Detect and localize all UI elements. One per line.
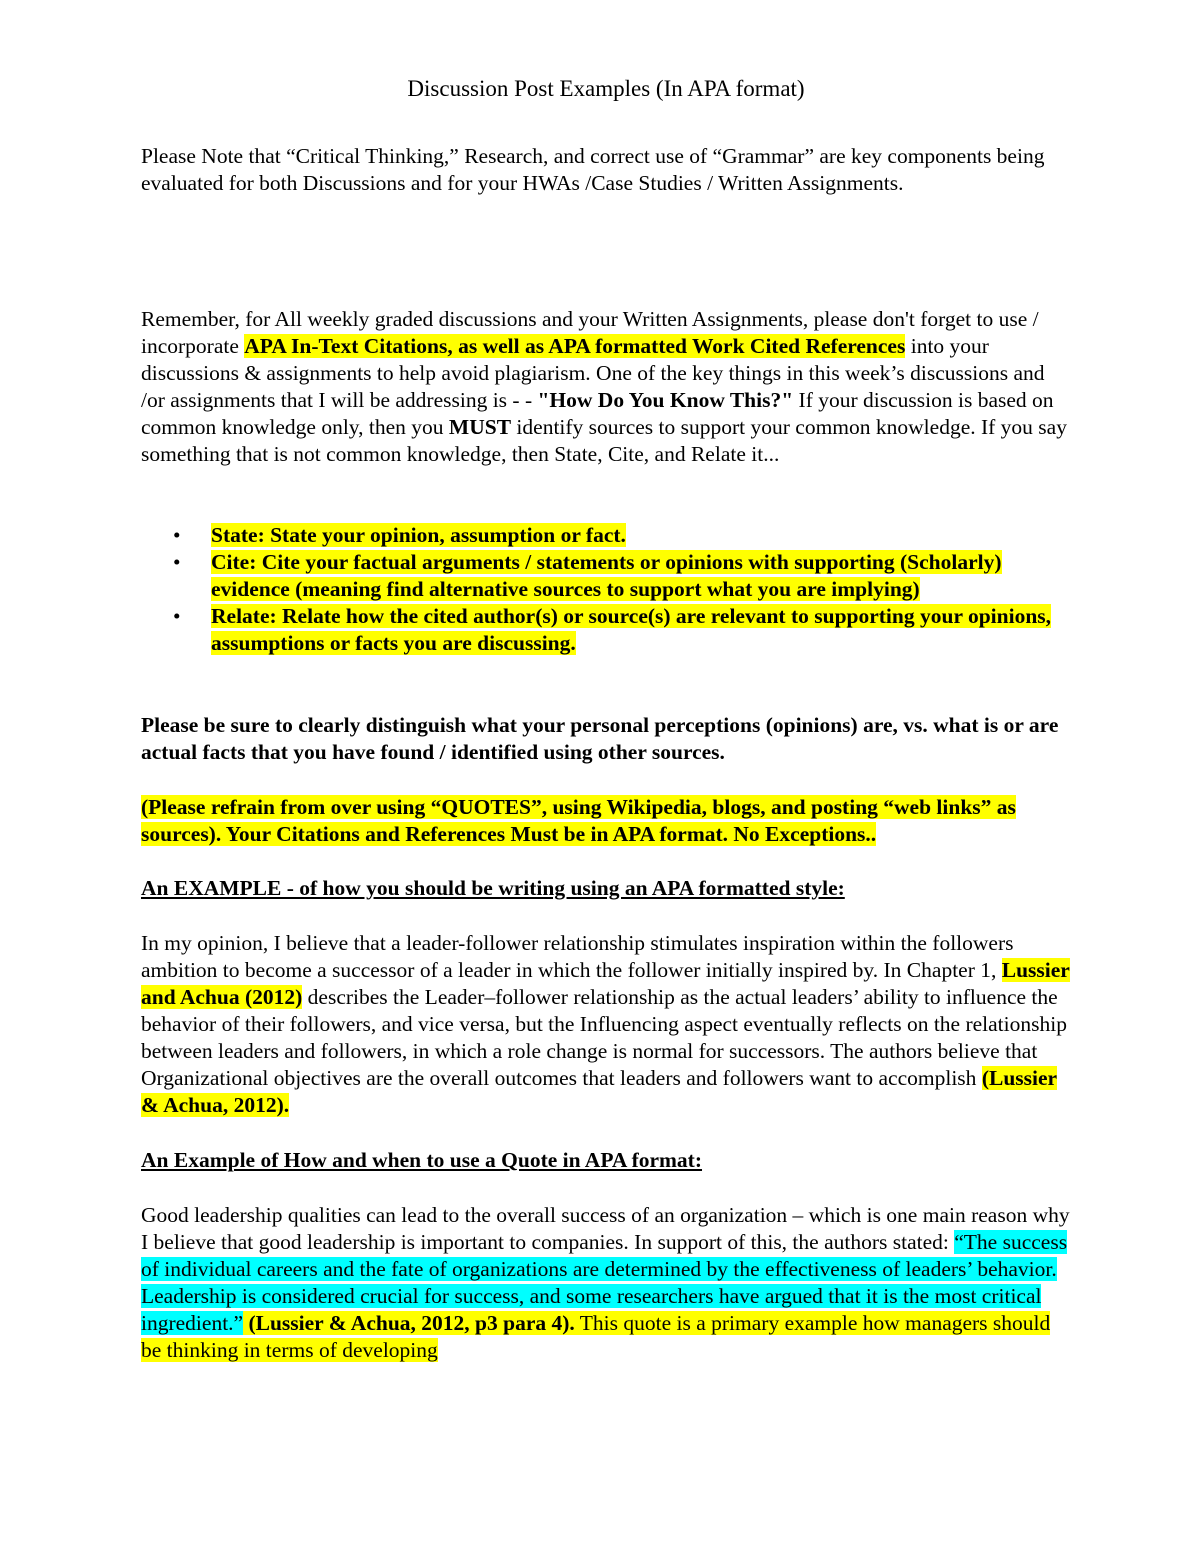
bullet-icon: • — [173, 550, 181, 574]
bullet-icon: • — [173, 604, 181, 628]
refrain-paragraph — [141, 794, 1071, 848]
list-item-cite — [141, 549, 1071, 603]
bullet-text: Cite: Cite your factual arguments / statements or opinions with supporting (Scholarly) evidence (meaning find alternative sources to support what you are implying) — [211, 550, 1002, 601]
list-item-state — [141, 522, 1071, 549]
distinguish-text: Please be sure to clearly distinguish what your personal perceptions (opinions) are, vs. what is or are actual facts that you have found / identified using other sources. — [141, 713, 1059, 764]
list-item-relate — [141, 603, 1071, 657]
quote-text-2: This quote is a primary example how managers should be thinking in terms of developing — [141, 1311, 1051, 1362]
distinguish-paragraph — [141, 712, 1071, 766]
quote-heading — [141, 1147, 1071, 1174]
remember-text-2: into your discussions & assignments to help avoid plagiarism. One of the key things in this week’s discussions and /or assignments that I will be addressing is - - — [141, 334, 1045, 412]
note-paragraph: Please Note that “Critical Thinking,” Research, and correct use of “Grammar” are key components being evaluated for both Discussions and for your HWAs /Case Studies / Written Assignments. — [141, 144, 1045, 195]
remember-text-4: identify sources to support your common knowledge. If you say something that is not common knowledge, then State, Cite, and Relate it... — [141, 415, 1067, 466]
how-do-you-know-text: "How Do You Know This?" — [537, 388, 794, 412]
example-text-1: In my opinion, I believe that a leader-follower relationship stimulates inspiration within the followers ambition to become a successor of a leader in which the follower initially inspired by. In Chapter 1, — [141, 931, 1014, 982]
quote-paragraph — [141, 1202, 1071, 1364]
bullet-icon: • — [173, 523, 181, 547]
example-heading — [141, 875, 1071, 902]
document-title: Discussion Post Examples (In APA format) — [407, 76, 805, 101]
example-heading-text: An EXAMPLE - of how you should be writing using an APA formatted style: — [141, 876, 845, 900]
bullet-text: State: State your opinion, assumption or fact. — [211, 523, 626, 547]
refrain-text: (Please refrain from over using “QUOTES”, using Wikipedia, blogs, and posting “web links” as sources). Your Citations and References Must be in APA format. No Exceptions.. — [141, 795, 1016, 846]
quote-heading-text: An Example of How and when to use a Quote in APA format: — [141, 1148, 703, 1172]
bullet-text: Relate: Relate how the cited author(s) or source(s) are relevant to supporting your opinions, assumptions or facts you are discussing. — [211, 604, 1052, 655]
apa-citations-highlight: APA In-Text Citations, as well as APA formatted Work Cited References — [244, 334, 906, 358]
example-paragraph — [141, 930, 1071, 1119]
state-cite-relate-list — [141, 522, 1071, 657]
citation-highlight: Lussier and Achua (2012) — [141, 958, 1070, 1009]
citation-highlight: (Lussier & Achua, 2012). — [141, 1066, 1058, 1117]
citation-highlight: (Lussier & Achua, 2012, p3 para 4). — [243, 1311, 575, 1335]
remember-text-1: Remember, for All weekly graded discussions and your Written Assignments, please don't forget to use / incorporate — [141, 307, 1039, 358]
quote-text-1: Good leadership qualities can lead to the overall success of an organization – which is one main reason why I believe that good leadership is important to companies. In support of this, the authors stated: — [141, 1203, 1070, 1254]
remember-text-3: If your discussion is based on common knowledge only, then you — [141, 388, 1054, 439]
remember-paragraph — [141, 306, 1071, 468]
example-text-2: describes the Leader–follower relationship as the actual leaders’ ability to influence the behavior of their followers, and vice versa, but the Influencing aspect eventually reflects on the relationship between leaders and followers, in which a role change is normal for successors. The authors believe that Organizational objectives are the overall outcomes that leaders and followers want to accomplish — [141, 985, 1067, 1090]
must-text: MUST — [448, 415, 512, 439]
quote-highlight: “The success of individual careers and the fate of organizations are determined by the effectiveness of leaders’ behavior. Leadership is considered crucial for success, and some researchers have argued that it is the most critical ingredient.” — [141, 1230, 1068, 1335]
